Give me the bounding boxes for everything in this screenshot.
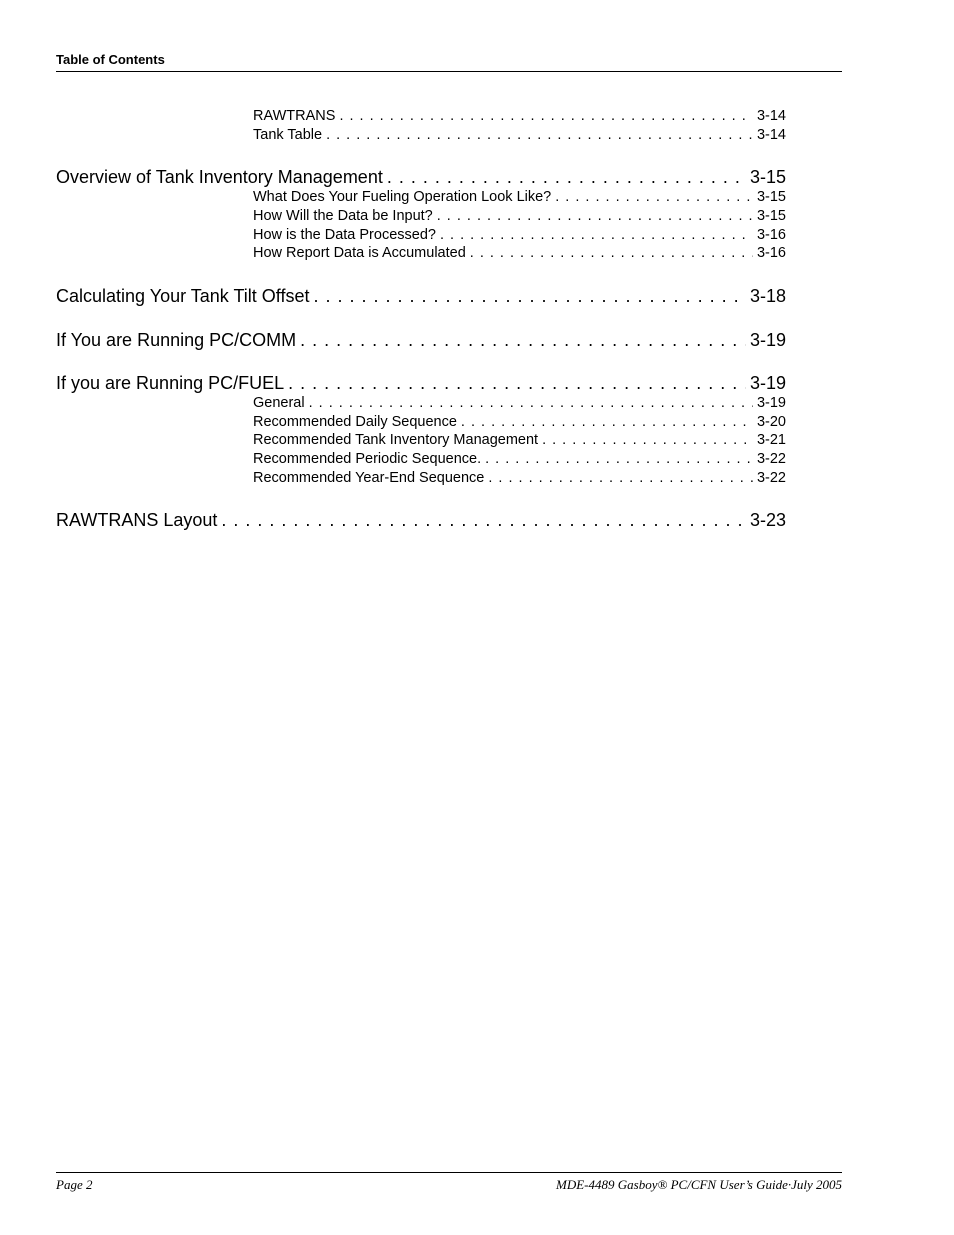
toc-entry-pc-comm[interactable] [56,329,786,351]
toc-entry-daily-sequence[interactable] [253,413,786,431]
dot-leader [488,469,753,487]
dot-leader [339,107,753,125]
toc-entry-fueling-operation[interactable] [253,188,786,206]
toc-entry-label: Recommended Year-End Sequence [253,470,485,486]
toc-entry-periodic-sequence[interactable] [253,450,786,468]
dot-leader [542,431,753,449]
toc-entry-data-processed[interactable] [253,226,786,244]
toc-entry-label: What Does Your Fueling Operation Look Like? [253,189,552,205]
toc-entry-label: Tank Table [253,127,323,143]
toc-entry-label: Recommended Periodic Sequence. [253,451,482,467]
footer-document-title: MDE-4489 Gasboy® PC/CFN User’s Guide·July 2005 [556,1177,842,1192]
toc-entry-page: 3-14 [756,127,786,143]
toc-entry-label: How Report Data is Accumulated [253,245,466,261]
toc-entry-page: 3-16 [756,245,786,261]
toc-entry-label: General [253,395,305,411]
toc-entry-page: 3-19 [749,330,786,350]
dot-leader [555,188,753,206]
dot-leader [221,509,746,531]
dot-leader [326,126,753,144]
toc-entry-page: 3-20 [756,414,786,430]
toc-entry-page: 3-19 [749,373,786,393]
toc-entry-year-end-sequence[interactable] [253,469,786,487]
toc-entry-label: How Will the Data be Input? [253,208,433,224]
toc-entry-data-input[interactable] [253,207,786,225]
toc-entry-page: 3-21 [756,432,786,448]
toc-entry-label: Calculating Your Tank Tilt Offset [56,286,310,306]
toc-entry-page: 3-15 [749,167,786,187]
toc-entry-label: Recommended Tank Inventory Management [253,432,539,448]
toc-entry-tilt-offset[interactable] [56,285,786,307]
toc-entry-page: 3-15 [756,189,786,205]
toc-entry-label: Recommended Daily Sequence [253,414,457,430]
toc-entry-report-data[interactable] [253,244,786,262]
toc-entry-label: RAWTRANS Layout [56,510,218,530]
dot-leader [309,394,753,412]
toc-entry-page: 3-22 [756,451,786,467]
toc-entry-label: If You are Running PC/COMM [56,330,297,350]
toc-entry-tank-inventory-management[interactable] [253,431,786,449]
toc-entry-page: 3-14 [756,108,786,124]
toc-entry-general[interactable] [253,394,786,412]
toc-entry-page: 3-23 [749,510,786,530]
dot-leader [300,329,746,351]
header-rule [56,71,842,72]
dot-leader [461,413,753,431]
footer-rule [56,1172,842,1173]
dot-leader [440,226,753,244]
dot-leader [470,244,753,262]
toc-entry-page: 3-16 [756,227,786,243]
toc-entry-overview[interactable] [56,166,786,188]
running-header: Table of Contents [56,52,165,67]
toc-entry-page: 3-15 [756,208,786,224]
toc-entry-rawtrans[interactable] [253,107,786,125]
footer-page-number: Page 2 [56,1177,93,1192]
toc-entry-label: How is the Data Processed? [253,227,436,243]
dot-leader [314,285,746,307]
toc-entry-page: 3-19 [756,395,786,411]
toc-entry-page: 3-22 [756,470,786,486]
dot-leader [288,372,746,394]
toc-entry-tank-table[interactable] [253,126,786,144]
dot-leader [437,207,753,225]
toc-entry-pc-fuel[interactable] [56,372,786,394]
dot-leader [485,450,753,468]
toc-entry-label: If you are Running PC/FUEL [56,373,285,393]
toc-entry-label: Overview of Tank Inventory Management [56,167,383,187]
toc-entry-rawtrans-layout[interactable] [56,509,786,531]
toc-entry-page: 3-18 [749,286,786,306]
toc-entry-label: RAWTRANS [253,108,336,124]
dot-leader [387,166,746,188]
